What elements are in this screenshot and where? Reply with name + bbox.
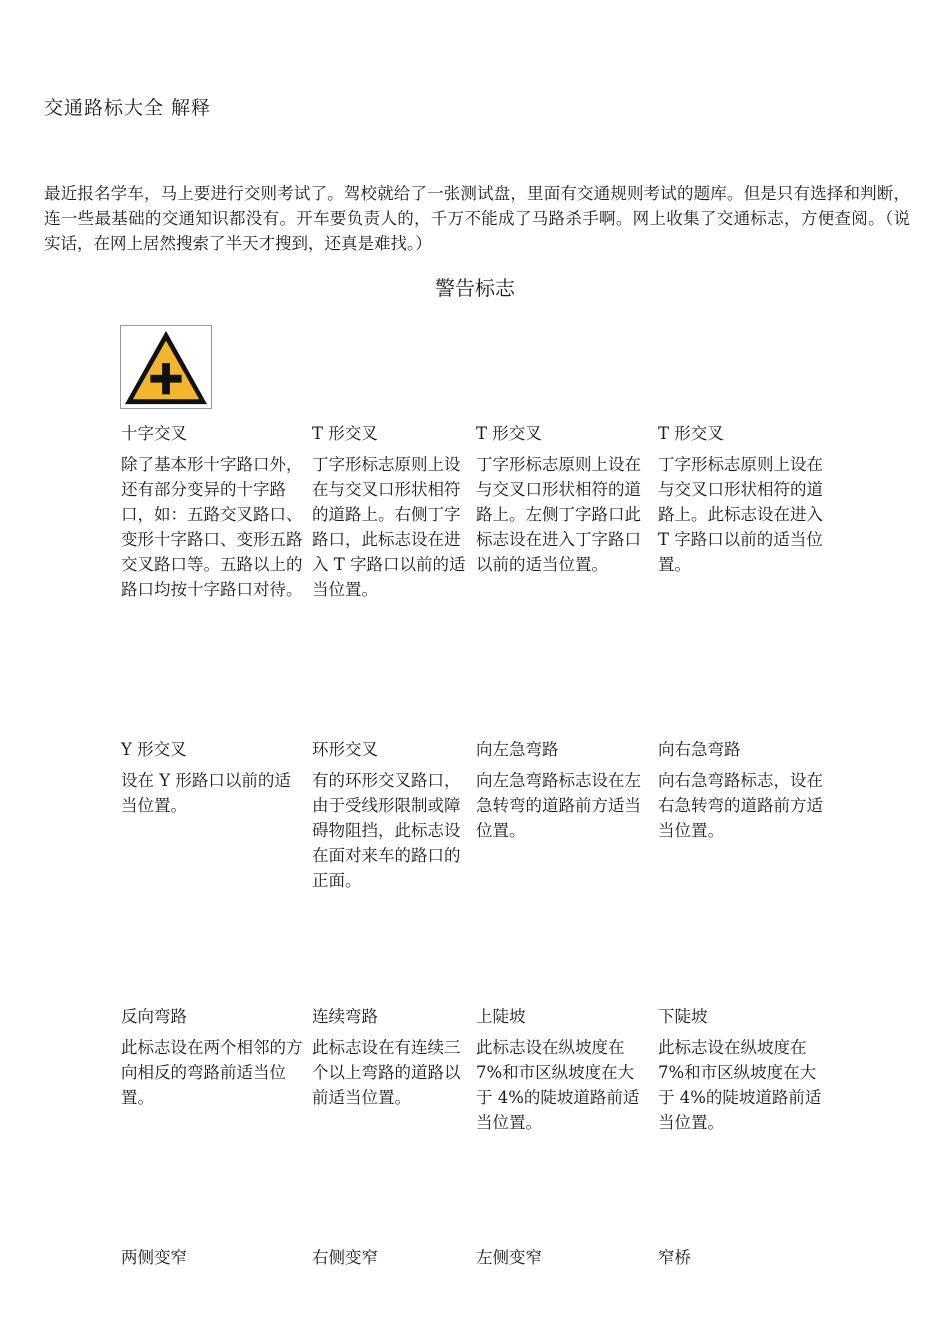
- document-title: 交通路标大全 解释: [44, 97, 212, 119]
- sign-name: 连续弯路: [312, 1007, 378, 1026]
- sign-name: Y 形交叉: [121, 740, 187, 759]
- sign-entry-road-narrows-both: [121, 1246, 307, 1270]
- sign-description: 向右急弯路标志，设在右急转弯的道路前方适当位置。: [658, 771, 823, 840]
- sign-name: 环形交叉: [312, 740, 378, 759]
- sign-entry-roundabout: [312, 738, 468, 893]
- intro-paragraph: 最近报名学车，马上要进行交则考试了。驾校就给了一张测试盘，里面有交通规则考试的题库。但是只有选择和判断，连一些最基础的交通知识都没有。开车要负责人的，千万不能成了马路杀手啊。网上收集了交通标志，方便查阅。（说实话，在网上居然搜索了半天才搜到，还真是难找。）: [44, 184, 910, 253]
- sign-name: 反向弯路: [121, 1007, 187, 1026]
- sign-entry-winding-road: [312, 1005, 468, 1110]
- sign-name: 下陡坡: [658, 1007, 708, 1026]
- sign-description: 丁字形标志原则上设在与交叉口形状相符的道路上。此标志设在进入 T 字路口以前的适当位置。: [658, 455, 823, 574]
- sign-name: 向右急弯路: [658, 740, 741, 759]
- sign-name: 向左急弯路: [476, 740, 559, 759]
- sign-name: T 形交叉: [658, 424, 724, 443]
- sign-description: 此标志设在有连续三个以上弯路的道路以前适当位置。: [312, 1038, 461, 1107]
- sign-entry-t-junction-right: [312, 422, 468, 602]
- sign-entry-sharp-right-bend: [658, 738, 832, 843]
- sign-entry-road-narrows-right: [312, 1246, 468, 1270]
- sign-description: 此标志设在两个相邻的方向相反的弯路前适当位置。: [121, 1038, 303, 1107]
- crossroads-sign-icon: [120, 325, 212, 409]
- sign-entry-t-junction: [658, 422, 832, 577]
- sign-entry-narrow-bridge: [658, 1246, 832, 1270]
- sign-name: 十字交叉: [121, 424, 187, 443]
- sign-name: 两侧变窄: [121, 1248, 187, 1267]
- sign-entry-steep-descent: [658, 1005, 832, 1135]
- sign-entry-road-narrows-left: [476, 1246, 650, 1270]
- section-title: 警告标志: [435, 276, 515, 300]
- sign-name: 右侧变窄: [312, 1248, 378, 1267]
- sign-name: T 形交叉: [312, 424, 378, 443]
- sign-entry-t-junction-left: [476, 422, 650, 577]
- sign-entry-steep-ascent: [476, 1005, 650, 1135]
- sign-description: 此标志设在纵坡度在 7%和市区纵坡度在大于 4%的陡坡道路前适当位置。: [658, 1038, 822, 1132]
- sign-description: 丁字形标志原则上设在与交叉口形状相符的道路上。右侧丁字路口，此标志设在进入 T 字路口以前的适当位置。: [312, 455, 466, 599]
- sign-description: 向左急弯路标志设在左急转弯的道路前方适当位置。: [476, 771, 641, 840]
- sign-name: 窄桥: [658, 1248, 691, 1267]
- sign-description: 丁字形标志原则上设在与交叉口形状相符的道路上。左侧丁字路口此标志设在进入丁字路口以前的适当位置。: [476, 455, 641, 574]
- sign-name: T 形交叉: [476, 424, 542, 443]
- sign-entry-sharp-left-bend: [476, 738, 650, 843]
- sign-entry-reverse-bend: [121, 1005, 307, 1110]
- sign-name: 上陡坡: [476, 1007, 526, 1026]
- sign-description: 除了基本形十字路口外，还有部分变异的十字路口，如：五路交叉路口、变形十字路口、变形五路交叉路口等。五路以上的路口均按十字路口对待。: [121, 455, 303, 599]
- sign-entry-y-junction: [121, 738, 307, 818]
- sign-description: 设在 Y 形路口以前的适当位置。: [121, 771, 291, 815]
- sign-entry-crossroads: [121, 422, 307, 602]
- sign-description: 此标志设在纵坡度在 7%和市区纵坡度在大于 4%的陡坡道路前适当位置。: [476, 1038, 640, 1132]
- sign-description: 有的环形交叉路口，由于受线形限制或障碍物阻挡，此标志设在面对来车的路口的正面。: [312, 771, 461, 890]
- sign-name: 左侧变窄: [476, 1248, 542, 1267]
